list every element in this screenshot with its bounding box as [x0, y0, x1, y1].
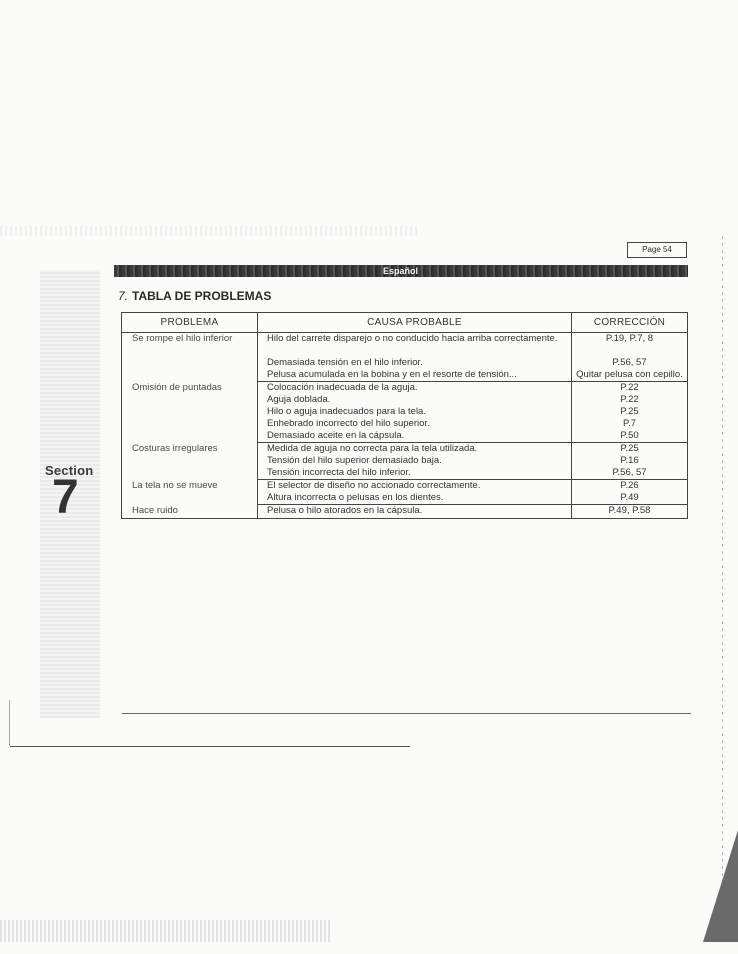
- correction-cell: P.7: [572, 418, 688, 430]
- cause-cell: Demasiado aceite en la cápsula.: [258, 430, 572, 443]
- correction-cell: P.56, 57: [572, 467, 688, 480]
- scan-noise: [0, 920, 330, 942]
- correction-cell: P.49: [572, 492, 688, 505]
- section-label: Section: [45, 463, 94, 478]
- language-label: Español: [383, 266, 419, 276]
- cause-cell: Hilo o aguja inadecuados para la tela.: [258, 406, 572, 418]
- margin-rule: [10, 746, 410, 747]
- correction-cell: P.25: [572, 443, 688, 456]
- cause-cell: Tensión del hilo superior demasiado baja.: [258, 455, 572, 467]
- scan-shadow: [703, 830, 738, 942]
- page-number: Page 54: [627, 242, 687, 258]
- scan-noise: [0, 226, 420, 236]
- problem-cell: La tela no se mueve: [122, 480, 258, 505]
- table-row: [122, 480, 688, 493]
- column-header-correction: CORRECCIÓN: [572, 313, 688, 333]
- cause-cell: Demasiada tensión en el hilo inferior.: [258, 357, 572, 369]
- cause-cell: Enhebrado incorrecto del hilo superior.: [258, 418, 572, 430]
- problem-cell: Omisión de puntadas: [122, 382, 258, 443]
- cause-cell: Colocación inadecuada de la aguja.: [258, 382, 572, 395]
- cause-cell: Hilo del carrete disparejo o no conducido hacia arriba correctamente.: [258, 333, 572, 358]
- cause-cell: Altura incorrecta o pelusas en los dientes.: [258, 492, 572, 505]
- margin-rule: [9, 700, 10, 746]
- column-header-problem: PROBLEMA: [122, 313, 258, 333]
- heading-title: TABLA DE PROBLEMAS: [132, 289, 272, 303]
- table-row: [122, 443, 688, 456]
- correction-cell: P.22: [572, 382, 688, 395]
- cause-cell: Tensión incorrecta del hilo inferior.: [258, 467, 572, 480]
- scan-edge: [722, 232, 723, 932]
- cause-cell: Pelusa acumulada en la bobina y en el resorte de tensión...: [258, 369, 572, 382]
- table-row: [122, 333, 688, 358]
- cause-cell: Aguja doblada.: [258, 394, 572, 406]
- troubleshooting-table: [121, 312, 688, 519]
- correction-cell: Quitar pelusa con cepillo.: [572, 369, 688, 382]
- correction-cell: P.49, P.58: [572, 505, 688, 519]
- section-number: 7: [52, 471, 79, 524]
- page-title: [118, 289, 271, 303]
- problem-cell: Costuras irregulares: [122, 443, 258, 480]
- problem-cell: Hace ruido: [122, 505, 258, 519]
- table-row: [122, 382, 688, 395]
- correction-cell: P.22: [572, 394, 688, 406]
- correction-cell: P.19, P.7, 8: [572, 333, 688, 358]
- correction-cell: P.26: [572, 480, 688, 493]
- table-body: [122, 333, 688, 519]
- correction-cell: P.25: [572, 406, 688, 418]
- correction-cell: P.16: [572, 455, 688, 467]
- cause-cell: Medida de aguja no correcta para la tela utilizada.: [258, 443, 572, 456]
- problem-cell: Se rompe el hilo inferior: [122, 333, 258, 382]
- correction-cell: P.56, 57: [572, 357, 688, 369]
- heading-number: 7.: [118, 289, 129, 303]
- table-header-row: [122, 313, 688, 333]
- bottom-rule: [122, 713, 691, 714]
- column-header-cause: CAUSA PROBABLE: [258, 313, 572, 333]
- table-row: [122, 505, 688, 519]
- cause-cell: Pelusa o hilo atorados en la cápsula.: [258, 505, 572, 519]
- cause-cell: El selector de diseño no accionado correctamente.: [258, 480, 572, 493]
- correction-cell: P.50: [572, 430, 688, 443]
